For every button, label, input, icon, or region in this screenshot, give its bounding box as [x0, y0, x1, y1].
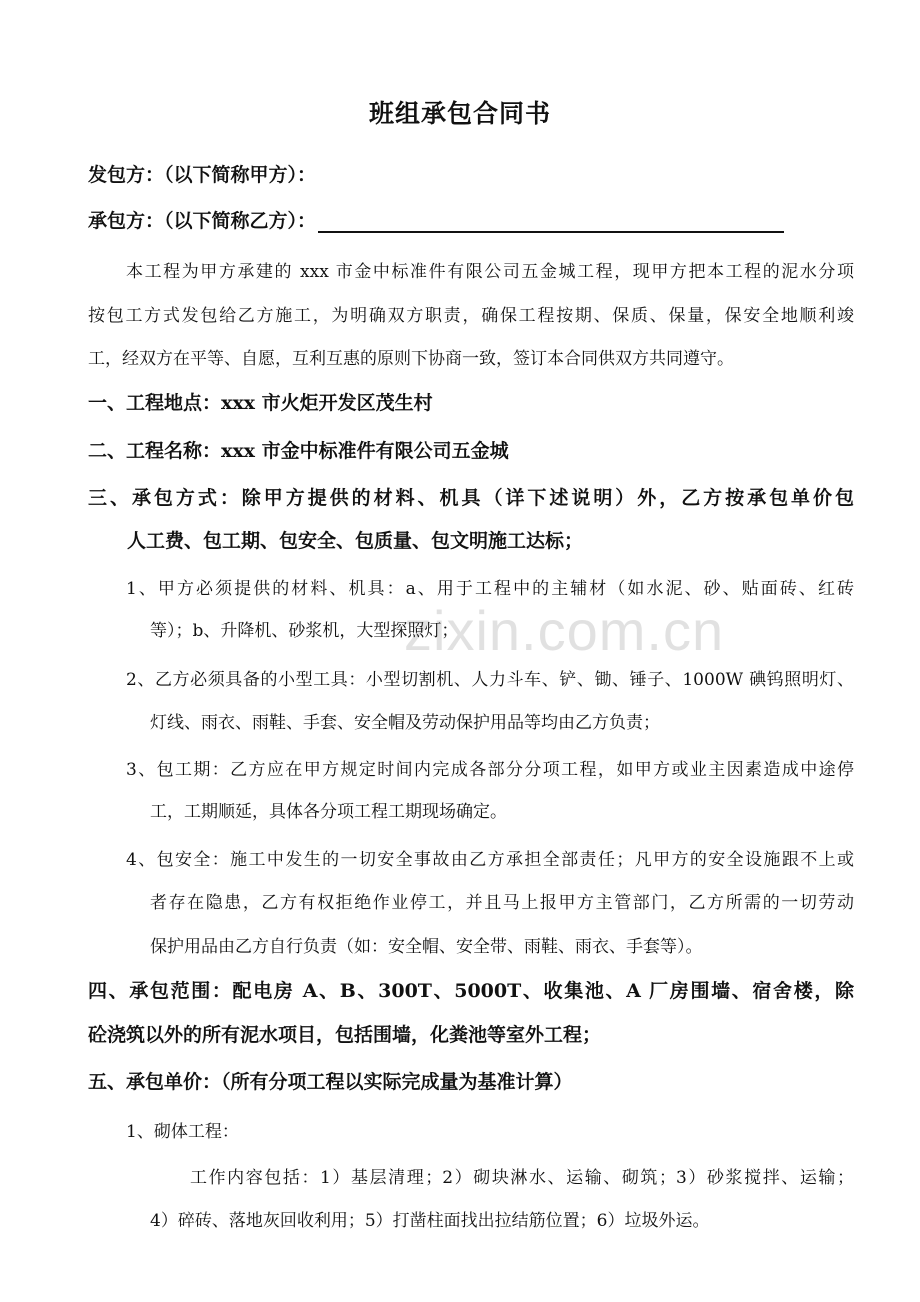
item-3-line-2: 工，工期顺延，具体各分项工程工期现场确定。 — [150, 802, 507, 822]
item-2-line-2: 灯线、雨衣、雨鞋、手套、安全帽及劳动保护用品等均由乙方负责； — [150, 713, 660, 733]
intro-line-1: 本工程为甲方承建的 xxx 市金中标准件有限公司五金城工程，现甲方把本工程的泥水分项 — [126, 262, 854, 282]
document-title: 班组承包合同书 — [368, 99, 551, 128]
work-content-line-2: 4）碎砖、落地灰回收利用；5）打凿柱面找出拉结筋位置；6）垃圾外运。 — [150, 1211, 710, 1231]
section-5: 五、承包单价：（所有分项工程以实际完成量为基准计算） — [88, 1071, 573, 1093]
item-4-line-2: 者存在隐患，乙方有权拒绝作业停工，并且马上报甲方主管部门，乙方所需的一切劳动 — [150, 893, 854, 913]
watermark: zixin.com.cn — [404, 599, 725, 662]
party-b-line — [88, 206, 784, 233]
section-3-line-1: 三、承包方式：除甲方提供的材料、机具（详下述说明）外，乙方按承包单价包 — [88, 487, 854, 509]
party-b-label: 承包方：（以下简称乙方）： — [88, 210, 317, 232]
item-2-line-1: 2、乙方必须具备的小型工具：小型切割机、人力斗车、铲、锄、锤子、1000W 碘钨照明灯、 — [126, 670, 854, 690]
work-content-line-1: 工作内容包括：1）基层清理；2）砌块淋水、运输、砌筑；3）砂浆搅拌、运输； — [190, 1168, 854, 1188]
party-b-blank — [318, 209, 784, 233]
item-1-line-1: 1、甲方必须提供的材料、机具：a、用于工程中的主辅材（如水泥、砂、贴面砖、红砖 — [126, 579, 854, 599]
section-4-line-2: 砼浇筑以外的所有泥水项目，包括围墙，化粪池等室外工程； — [88, 1024, 602, 1046]
intro-line-2: 按包工方式发包给乙方施工，为明确双方职责，确保工程按期、保质、保量，保安全地顺利竣 — [88, 306, 854, 326]
section-2: 二、工程名称：xxx 市金中标准件有限公司五金城 — [88, 440, 509, 462]
item-4-line-3: 保护用品由乙方自行负责（如：安全帽、安全带、雨鞋、雨衣、手套等）。 — [150, 937, 703, 957]
item-4-line-1: 4、包安全：施工中发生的一切安全事故由乙方承担全部责任；凡甲方的安全设施跟不上或 — [126, 850, 854, 870]
item-3-line-1: 3、包工期：乙方应在甲方规定时间内完成各部分分项工程，如甲方或业主因素造成中途停 — [126, 760, 854, 780]
sub-1-masonry: 1、砌体工程： — [126, 1122, 239, 1142]
party-a-line: 发包方：（以下简称甲方）： — [88, 164, 317, 186]
section-4-line-1: 四、承包范围：配电房 A、B、300T、5000T、收集池、A 厂房围墙、宿舍楼，除 — [88, 980, 854, 1002]
item-1-line-2: 等）；b、升降机、砂浆机，大型探照灯； — [150, 621, 459, 641]
section-1: 一、工程地点：xxx 市火炬开发区茂生村 — [88, 392, 433, 414]
section-3-line-2: 人工费、包工期、包安全、包质量、包文明施工达标； — [127, 530, 584, 552]
intro-line-3: 工，经双方在平等、自愿，互利互惠的原则下协商一致，签订本合同供双方共同遵守。 — [88, 349, 734, 369]
